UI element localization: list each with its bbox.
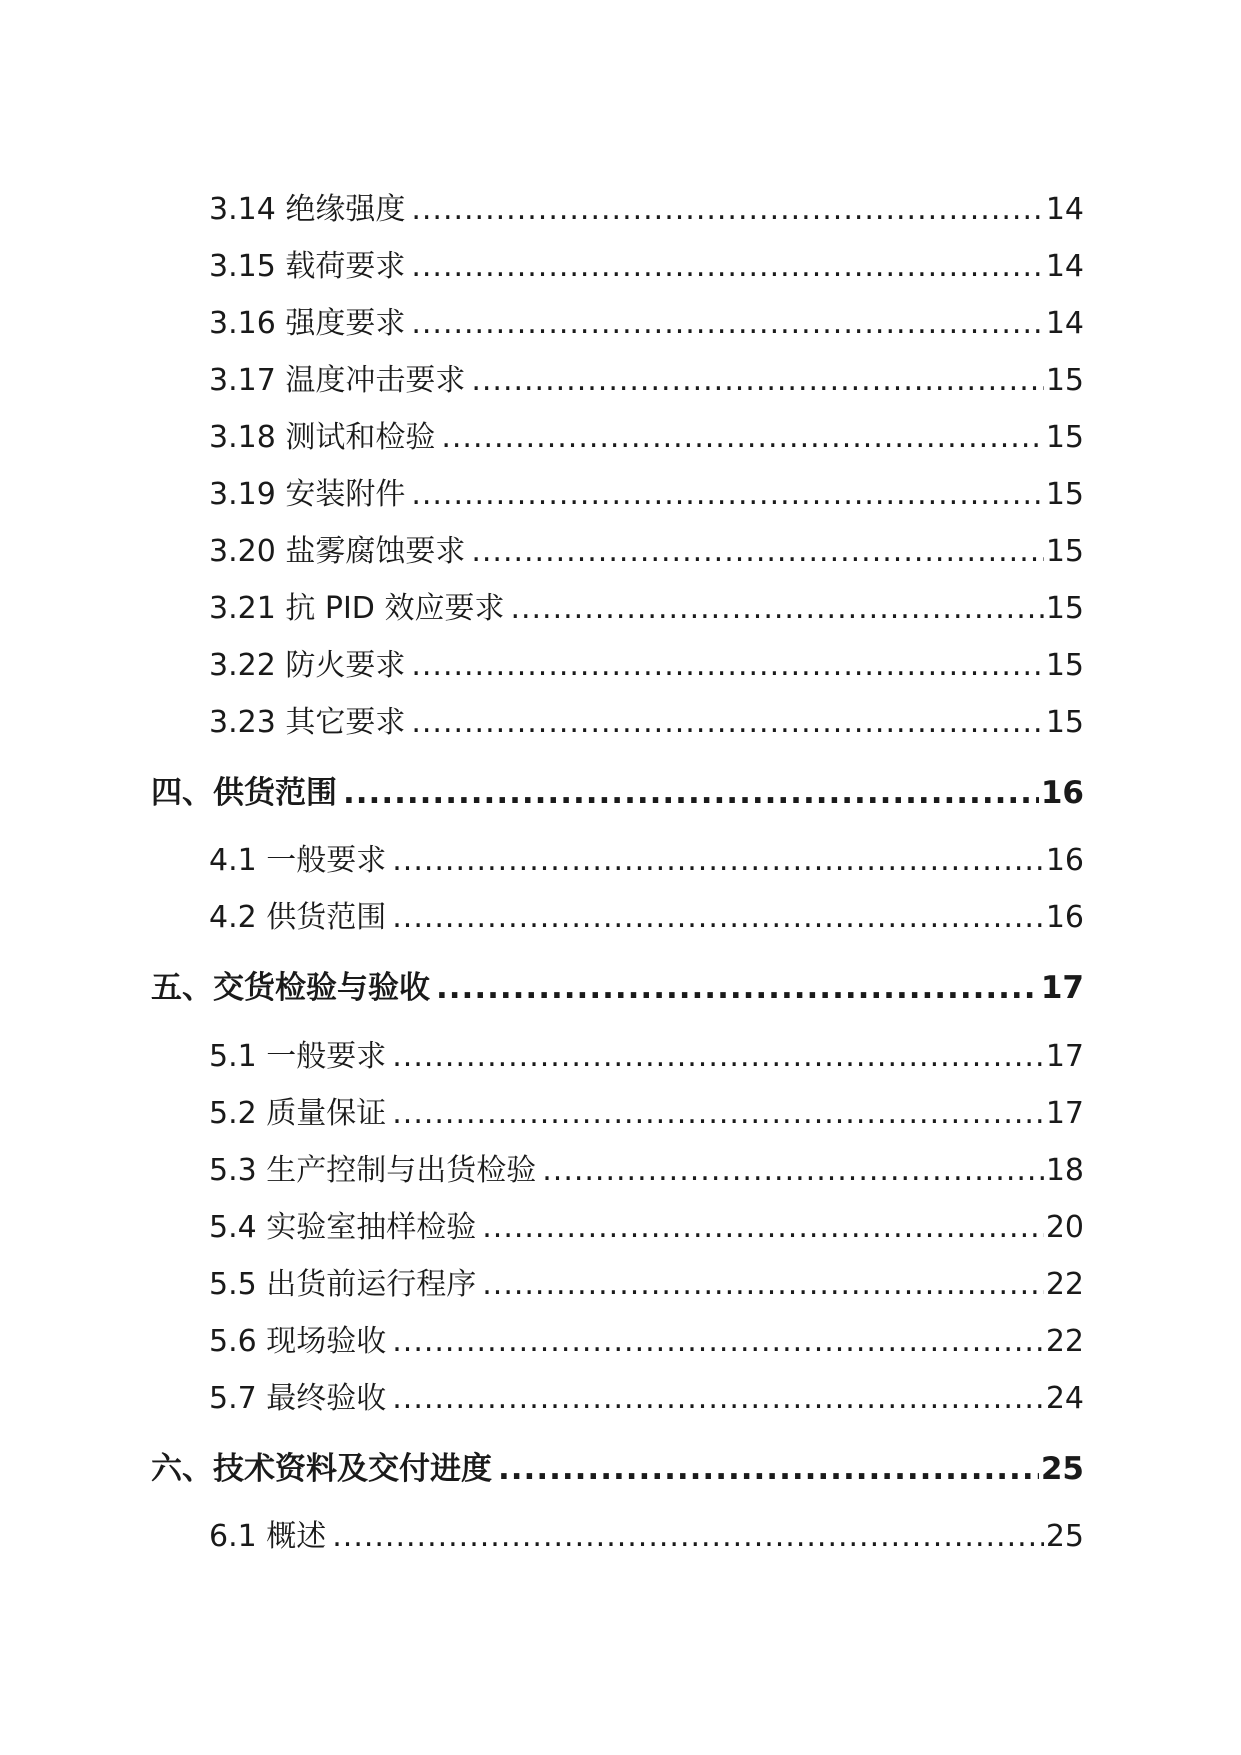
toc-entry-page: 17 [1045, 1039, 1084, 1074]
toc-entry-5-3[interactable] [209, 1145, 1084, 1189]
toc-entry-title: 5.1 一般要求 [209, 1039, 387, 1074]
toc-entry-title: 4.2 供货范围 [209, 900, 387, 935]
dot-leader [392, 1324, 1044, 1359]
dot-leader [411, 477, 1043, 512]
toc-entry-page: 15 [1045, 591, 1084, 626]
toc-entry-3-23[interactable] [209, 697, 1084, 741]
toc-entry-5-1[interactable] [209, 1031, 1084, 1075]
toc-entry-title: 4.1 一般要求 [209, 843, 387, 878]
toc-entry-page: 20 [1045, 1210, 1084, 1245]
dot-leader [498, 1451, 1039, 1487]
toc-entry-6-1[interactable] [209, 1511, 1084, 1555]
toc-entry-title: 3.18 测试和检验 [209, 420, 436, 455]
toc-entry-title: 3.21 抗 PID 效应要求 [209, 591, 505, 626]
dot-leader [411, 648, 1043, 683]
dot-leader [411, 249, 1043, 284]
toc-entry-3-20[interactable] [209, 526, 1084, 570]
toc-entry-5-6[interactable] [209, 1316, 1084, 1360]
toc-entry-3-19[interactable] [209, 469, 1084, 513]
toc-chapter-6[interactable] [151, 1443, 1084, 1487]
toc-chapter-title: 五、交货检验与验收 [151, 970, 430, 1006]
dot-leader [510, 591, 1043, 626]
toc-entry-title: 5.3 生产控制与出货检验 [209, 1153, 537, 1188]
toc-entry-title: 5.5 出货前运行程序 [209, 1267, 477, 1302]
dot-leader [392, 1096, 1044, 1131]
toc-entry-3-14[interactable] [209, 184, 1084, 228]
toc-chapter-page: 17 [1040, 970, 1084, 1006]
toc-entry-page: 15 [1045, 477, 1084, 512]
toc-chapter-page: 16 [1040, 775, 1084, 811]
toc-entry-title: 3.17 温度冲击要求 [209, 363, 466, 398]
toc-entry-title: 3.19 安装附件 [209, 477, 406, 512]
toc-entry-page: 24 [1045, 1381, 1084, 1416]
toc-entry-title: 3.15 载荷要求 [209, 249, 406, 284]
toc-entry-page: 15 [1045, 705, 1084, 740]
toc-entry-title: 6.1 概述 [209, 1519, 327, 1554]
toc-entry-title: 5.7 最终验收 [209, 1381, 387, 1416]
dot-leader [436, 970, 1039, 1006]
toc-entry-title: 3.20 盐雾腐蚀要求 [209, 534, 466, 569]
dot-leader [542, 1153, 1044, 1188]
toc-entry-5-4[interactable] [209, 1202, 1084, 1246]
toc-entry-3-15[interactable] [209, 241, 1084, 285]
toc-entry-page: 14 [1045, 192, 1084, 227]
toc-entry-3-18[interactable] [209, 412, 1084, 456]
toc-entry-4-2[interactable] [209, 892, 1084, 936]
toc-entry-3-17[interactable] [209, 355, 1084, 399]
toc-chapter-5[interactable] [151, 962, 1084, 1006]
toc-entry-page: 14 [1045, 306, 1084, 341]
toc-entry-title: 5.4 实验室抽样检验 [209, 1210, 477, 1245]
toc-entry-page: 17 [1045, 1096, 1084, 1131]
dot-leader [392, 1381, 1044, 1416]
dot-leader [471, 534, 1043, 569]
toc-entry-3-22[interactable] [209, 640, 1084, 684]
toc-chapter-page: 25 [1040, 1451, 1084, 1487]
toc-entry-title: 3.22 防火要求 [209, 648, 406, 683]
toc-entry-page: 22 [1045, 1267, 1084, 1302]
toc-chapter-4[interactable] [151, 767, 1084, 811]
toc-entry-page: 25 [1045, 1519, 1084, 1554]
toc-entry-page: 15 [1045, 363, 1084, 398]
toc-entry-title: 3.23 其它要求 [209, 705, 406, 740]
toc-entry-page: 14 [1045, 249, 1084, 284]
dot-leader [482, 1210, 1044, 1245]
dot-leader [343, 775, 1039, 811]
toc-entry-3-16[interactable] [209, 298, 1084, 342]
toc-entry-title: 3.14 绝缘强度 [209, 192, 406, 227]
dot-leader [471, 363, 1043, 398]
toc-entry-page: 16 [1045, 843, 1084, 878]
toc-entry-title: 5.2 质量保证 [209, 1096, 387, 1131]
dot-leader [411, 705, 1043, 740]
toc-entry-5-2[interactable] [209, 1088, 1084, 1132]
dot-leader [482, 1267, 1044, 1302]
dot-leader [411, 306, 1043, 341]
toc-entry-5-7[interactable] [209, 1373, 1084, 1417]
toc-entry-page: 15 [1045, 420, 1084, 455]
dot-leader [392, 900, 1044, 935]
dot-leader [392, 843, 1044, 878]
toc-entry-page: 18 [1045, 1153, 1084, 1188]
toc-entry-3-21[interactable] [209, 583, 1084, 627]
toc-entry-title: 3.16 强度要求 [209, 306, 406, 341]
toc-entry-page: 15 [1045, 534, 1084, 569]
toc-entry-page: 16 [1045, 900, 1084, 935]
toc-chapter-title: 四、供货范围 [151, 775, 337, 811]
toc-entry-page: 22 [1045, 1324, 1084, 1359]
dot-leader [441, 420, 1043, 455]
dot-leader [392, 1039, 1044, 1074]
toc-entry-page: 15 [1045, 648, 1084, 683]
toc-entry-5-5[interactable] [209, 1259, 1084, 1303]
dot-leader [411, 192, 1043, 227]
dot-leader [332, 1519, 1044, 1554]
toc-entry-title: 5.6 现场验收 [209, 1324, 387, 1359]
toc-entry-4-1[interactable] [209, 835, 1084, 879]
toc-chapter-title: 六、技术资料及交付进度 [151, 1451, 492, 1487]
